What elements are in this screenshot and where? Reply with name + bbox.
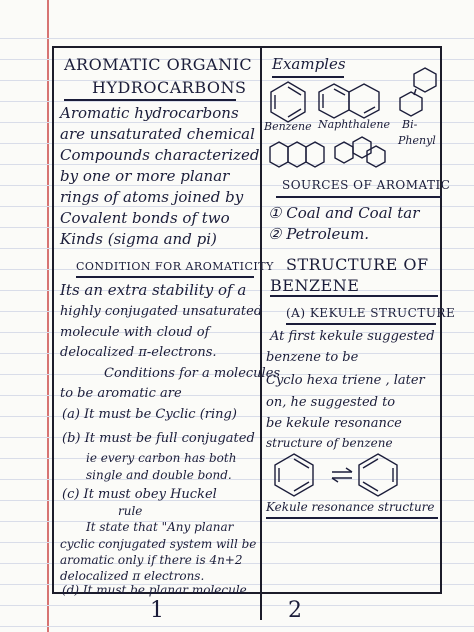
column-divider	[260, 46, 262, 620]
biphenyl-label-1: Bi-	[402, 118, 418, 131]
condition-c-1: (c) It must obey Huckel	[62, 487, 217, 502]
huckel-line-2: cyclic conjugated system will be	[60, 537, 257, 551]
intro-line-7: Kinds (sigma and pi)	[60, 230, 217, 248]
kekule-line-2: benzene to be	[266, 350, 359, 365]
benzene-molecule	[268, 80, 308, 124]
page-number-2: 2	[288, 598, 302, 623]
condition-b-2: ie every carbon has both	[86, 451, 237, 465]
structure-heading-1: STRUCTURE OF	[286, 255, 429, 274]
biphenyl-label-2: Phenyl	[398, 134, 436, 147]
intro-line-3: Compounds characterized	[60, 146, 260, 164]
huckel-line-3: aromatic only if there is 4n+2	[60, 553, 243, 567]
sources-heading: SOURCES OF AROMATIC	[282, 178, 451, 192]
left-title-line1: AROMATIC ORGANIC	[64, 55, 253, 74]
caption-underline	[266, 517, 438, 519]
condition-a: (a) It must be Cyclic (ring)	[62, 407, 237, 422]
condition-line-2: highly conjugated unsaturated	[60, 304, 263, 319]
examples-underline	[272, 76, 344, 78]
kekule-resonance-diagram	[272, 452, 422, 498]
sources-underline	[276, 196, 442, 198]
anthracene-molecule	[268, 140, 330, 170]
intro-line-1: Aromatic hydrocarbons	[60, 104, 239, 122]
kekule-heading: (A) KEKULE STRUCTURE	[286, 306, 456, 320]
source-2: ② Petroleum.	[268, 225, 370, 243]
margin-line	[47, 0, 49, 632]
condition-line-1: Its an extra stability of a	[60, 281, 247, 299]
page-number-1: 1	[150, 598, 164, 623]
biphenyl-molecule	[398, 66, 438, 118]
naphthalene-label: Naphthalene	[318, 118, 390, 131]
source-1: ① Coal and Coal tar	[268, 204, 420, 222]
kekule-line-6: structure of benzene	[266, 436, 393, 450]
condition-c-2: rule	[118, 504, 143, 518]
ruled-line	[0, 605, 474, 606]
conditions-intro-2: to be aromatic are	[60, 386, 182, 401]
left-title-line2: HYDROCARBONS	[92, 78, 247, 97]
intro-line-5: rings of atoms joined by	[60, 188, 244, 206]
huckel-line-1: It state that "Any planar	[86, 520, 234, 534]
conditions-intro-1: Conditions for a molecules	[104, 366, 281, 381]
kekule-line-4: on, he suggested to	[266, 395, 396, 410]
condition-heading: CONDITION FOR AROMATICITY	[76, 260, 274, 273]
condition-b-3: single and double bond.	[86, 468, 232, 482]
naphthalene-molecule	[318, 82, 382, 120]
intro-line-2: are unsaturated chemical	[60, 125, 255, 143]
kekule-caption: Kekule resonance structure	[266, 500, 435, 514]
phenanthrene-molecule	[332, 132, 388, 172]
benzene-label: Benzene	[264, 120, 312, 133]
intro-line-6: Covalent bonds of two	[60, 209, 230, 227]
condition-b-1: (b) It must be full conjugated	[62, 431, 255, 446]
structure-heading-2: BENZENE	[270, 276, 360, 295]
condition-line-4: delocalized π-electrons.	[60, 345, 217, 360]
intro-line-4: by one or more planar	[60, 167, 230, 185]
huckel-line-4: delocalized π electrons.	[60, 569, 205, 583]
title-underline	[64, 99, 236, 101]
condition-line-3: molecule with cloud of	[60, 325, 210, 340]
kekule-line-3: Cyclo hexa triene , later	[266, 373, 425, 388]
kekule-line-5: be kekule resonance	[266, 416, 402, 431]
kekule-underline	[286, 323, 436, 325]
ruled-line	[0, 38, 474, 39]
kekule-line-1: At first kekule suggested	[270, 329, 435, 344]
structure-underline	[270, 295, 438, 297]
condition-d: (d) It must be planar molecule.	[62, 583, 251, 597]
examples-heading: Examples	[272, 55, 346, 73]
ruled-line	[0, 626, 474, 627]
condition-underline	[76, 276, 254, 278]
